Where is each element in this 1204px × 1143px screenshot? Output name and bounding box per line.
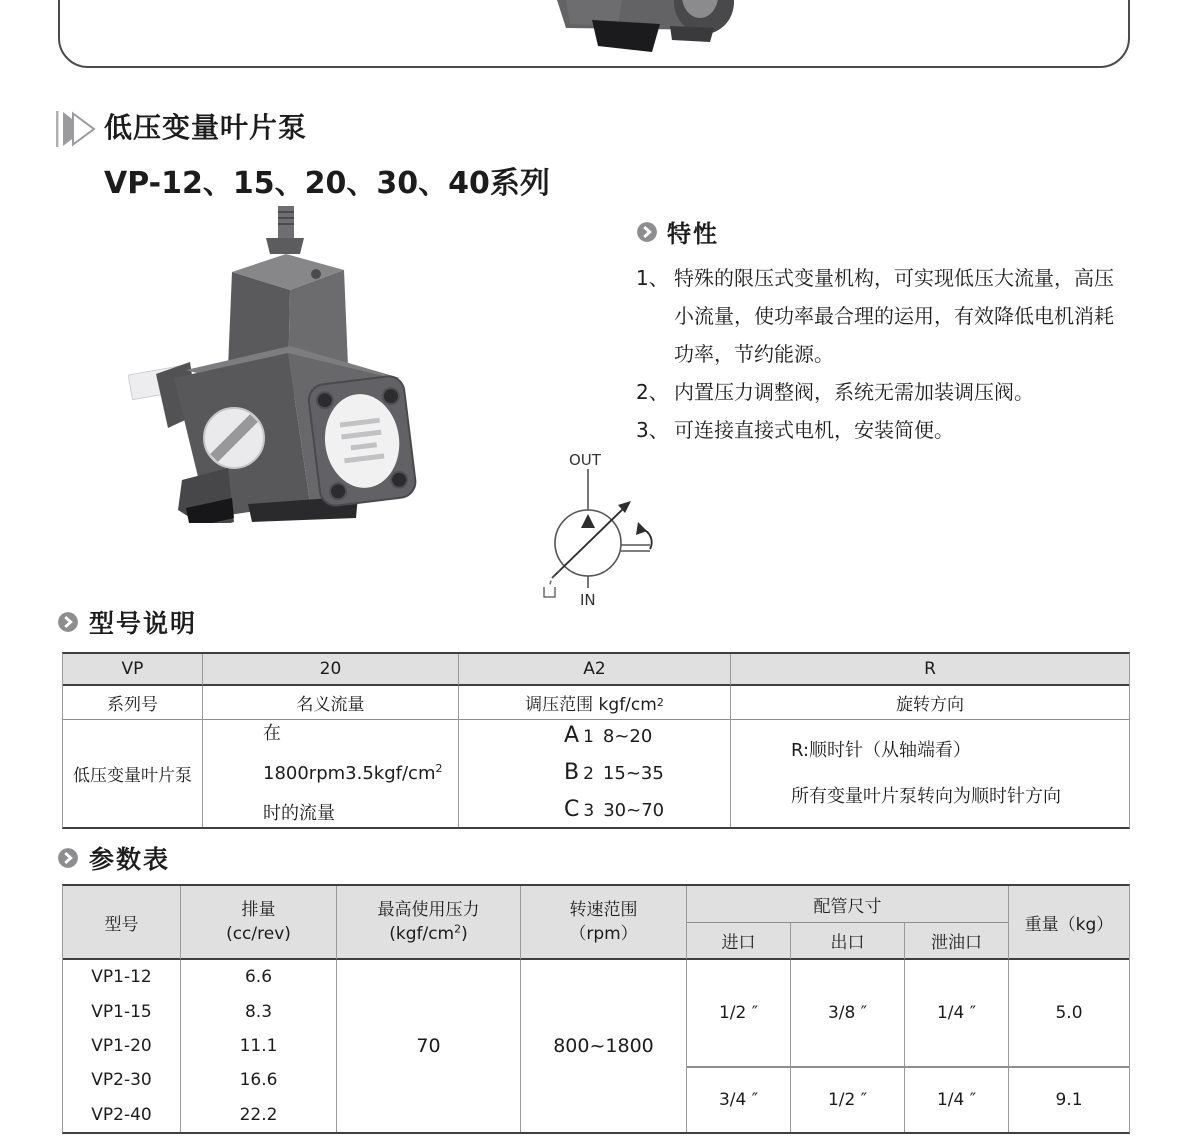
pipe-outlet-value: 3/8 ″	[791, 960, 905, 1066]
t1-label-pressure: 调压范围 kgf/cm 2	[459, 686, 731, 720]
t2-header-pressure-sup: 2	[454, 922, 462, 936]
t2-header-pressure-line1: 最高使用压力	[377, 900, 480, 920]
pipe-inlet-value: 3/4 ″	[687, 1066, 791, 1132]
page-title	[104, 106, 550, 202]
range-letter: C	[564, 797, 580, 822]
model-code-table	[62, 652, 1130, 829]
feature-item-number: 2、	[636, 380, 669, 404]
range-value: 15~35	[602, 763, 664, 784]
pipe-drain-value: 1/4 ″	[905, 960, 1009, 1066]
weight-value: 9.1	[1009, 1066, 1129, 1132]
feature-item-text: 内置压力调整阀，系统无需加装调压阀。	[674, 380, 1034, 404]
model-section-heading	[57, 604, 197, 640]
t2-header-inlet: 进口	[687, 923, 791, 960]
t1-label-flow: 名义流量	[203, 686, 459, 720]
range-value: 8~20	[602, 726, 653, 747]
t1-code-r: R	[731, 654, 1129, 686]
pressure-range-row	[564, 792, 664, 829]
section-bullet-icon	[57, 847, 79, 869]
range-letter: A	[564, 723, 580, 748]
pipe-inlet-value: 1/2 ″	[687, 960, 791, 1066]
t2-header-pressure-pre: (kgf/cm	[389, 924, 455, 944]
t1-rotation-line1: R:顺时针（从轴端看）	[791, 739, 972, 761]
page-title-line1: 低压变量叶片泵	[104, 111, 308, 144]
weight-value: 5.0	[1055, 1003, 1083, 1023]
feature-item-text: 特殊的限压式变量机构，可实现低压大流量，高压小流量，使功率最合理的运用，有效降低电机消耗功率，节约能源。	[674, 266, 1114, 366]
hydraulic-pump-symbol	[524, 448, 699, 612]
t2-displacements-column	[181, 960, 337, 1132]
range-digit: 2	[583, 764, 594, 784]
t1-flow-line1-base: 在1800rpm3.5kgf/cm	[263, 722, 436, 784]
t1-rotation-line2: 所有变量叶片泵转向为顺时针方向	[791, 785, 1061, 807]
pressure-range-row	[564, 718, 664, 755]
range-digit: 3	[583, 801, 595, 821]
t2-header-speed-range	[521, 886, 687, 960]
symbol-out-label: OUT	[569, 451, 601, 469]
range-letter: B	[564, 760, 580, 785]
displacement-value: 6.6	[244, 967, 273, 988]
t2-header-model: 型号	[63, 886, 181, 960]
t1-flow-line2: 时的流量	[263, 802, 335, 824]
range-digit: 1	[583, 727, 594, 747]
displacement-value: 16.6	[239, 1070, 278, 1091]
t2-models-column	[63, 960, 181, 1132]
t2-header-pressure-post: )	[461, 924, 468, 944]
t2-header-speed-line1: 转速范围	[569, 900, 638, 920]
model-name: VP1-15	[91, 1001, 152, 1022]
t2-header-weight: 重量（kg）	[1009, 886, 1129, 960]
displacement-value: 8.3	[244, 1001, 273, 1022]
top-image-box	[58, 0, 1130, 68]
t2-header-pipe-sizes: 配管尺寸	[687, 886, 1009, 923]
features-heading-label: 特性	[667, 220, 719, 248]
t2-header-outlet: 出口	[791, 923, 905, 960]
pipe-outlet-value: 1/2 ″	[791, 1066, 905, 1132]
model-name: VP1-12	[91, 967, 152, 988]
displacement-value: 22.2	[239, 1104, 278, 1125]
t2-header-drain: 泄油口	[905, 923, 1009, 960]
t2-max-pressure-value: 70	[337, 960, 521, 1132]
t1-flow-value	[203, 720, 459, 827]
displacement-value: 11.1	[239, 1035, 278, 1056]
model-name: VP2-30	[91, 1070, 152, 1091]
t2-header-disp-line2: (cc/rev)	[226, 924, 291, 944]
t1-pressure-ranges	[459, 720, 731, 827]
t1-code-20: 20	[203, 654, 459, 686]
model-section-heading-label: 型号说明	[89, 609, 198, 638]
t1-code-a2: A2	[459, 654, 731, 686]
parameters-table	[62, 884, 1130, 1134]
pressure-range-row	[564, 755, 664, 792]
t1-label-rotation: 旋转方向	[731, 686, 1129, 720]
feature-item	[636, 373, 1196, 411]
t1-label-series: 系列号	[63, 686, 203, 720]
t2-header-pressure-line2	[378, 922, 480, 946]
t2-header-max-pressure	[337, 886, 521, 960]
t1-label-pressure-base: 调压范围 kgf/cm	[525, 695, 657, 715]
feature-item-number: 3、	[636, 418, 669, 442]
features-section	[636, 214, 1196, 449]
model-name: VP1-20	[91, 1035, 152, 1056]
product-photo	[128, 198, 443, 527]
section-bullet-icon	[636, 221, 658, 243]
pipe-drain-value: 1/4 ″	[905, 1066, 1009, 1132]
t1-code-vp: VP	[63, 654, 203, 686]
params-section-heading	[57, 840, 170, 876]
t1-series-value: 低压变量叶片泵	[63, 720, 203, 827]
symbol-in-label: IN	[580, 591, 596, 608]
features-heading	[636, 214, 1196, 249]
feature-item	[636, 411, 1196, 449]
title-arrow-icon	[56, 110, 104, 152]
page-title-line2: VP-12、15、20、30、40系列	[104, 166, 550, 201]
t1-flow-line1-sup: 2	[435, 761, 443, 775]
features-list	[636, 259, 1196, 449]
feature-item	[636, 259, 1196, 373]
pump-bottom-fragment	[522, 0, 752, 60]
t2-header-speed-line2: （rpm）	[569, 924, 638, 944]
t2-header-disp-line1: 排量	[241, 900, 276, 920]
t2-speed-range-value: 800~1800	[521, 960, 687, 1132]
model-name: VP2-40	[91, 1104, 152, 1125]
t1-rotation-value	[731, 720, 1129, 827]
params-section-heading-label: 参数表	[89, 845, 171, 874]
feature-item-number: 1、	[636, 266, 669, 290]
t2-header-displacement	[181, 886, 337, 960]
t1-flow-line1	[263, 714, 458, 794]
section-bullet-icon	[57, 611, 79, 633]
feature-item-text: 可连接直接式电机，安装简便。	[674, 418, 954, 442]
range-value: 30~70	[603, 800, 665, 821]
